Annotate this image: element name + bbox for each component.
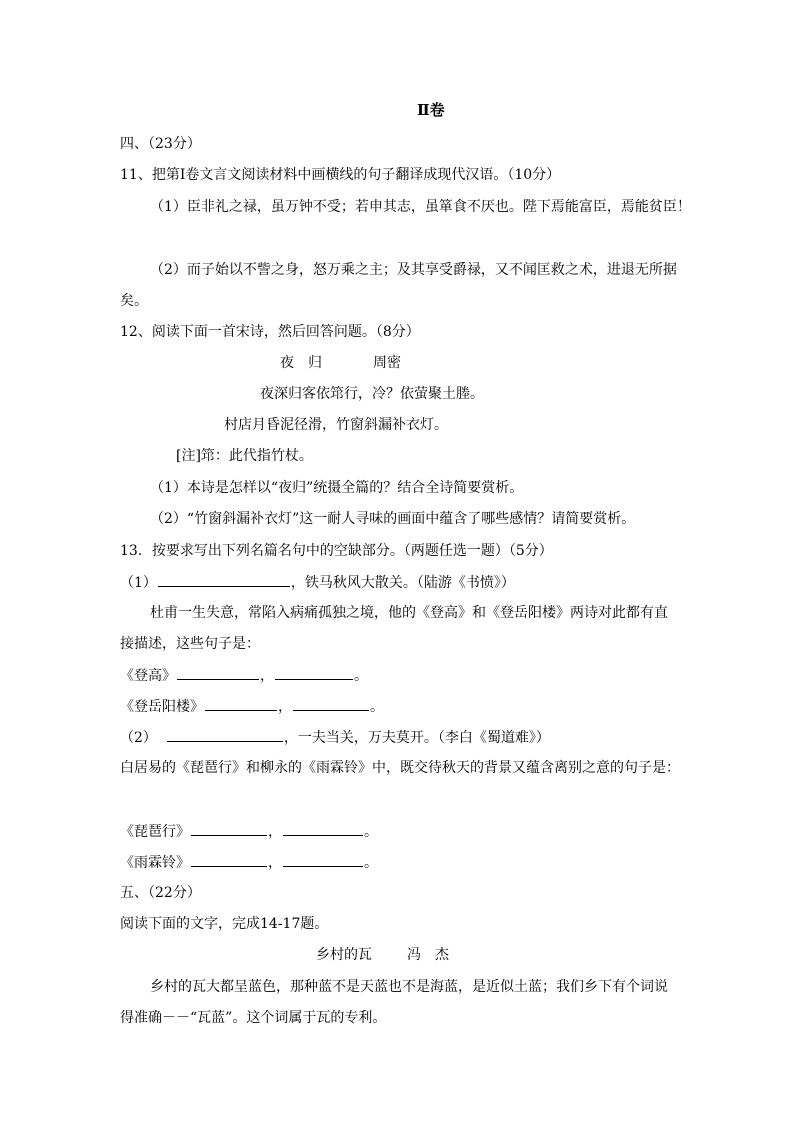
- q11-sentence-2-line2: 矣。: [120, 293, 148, 309]
- answer-blank[interactable]: [205, 696, 277, 711]
- dengao-label: 《登高》: [120, 668, 176, 684]
- q13-b-desc: 白居易的《琵琶行》和柳永的《雨霖铃》中，既交待秋天的背景又蕴含离别之意的句子是：: [120, 760, 680, 776]
- answer-blank[interactable]: [191, 821, 267, 836]
- answer-blank[interactable]: [283, 821, 363, 836]
- article-para-line1: 乡村的瓦大都呈蓝色，那种蓝不是天蓝也不是海蓝，是近似土蓝；我们乡下有个词说: [150, 979, 668, 995]
- answer-blank[interactable]: [283, 852, 363, 867]
- answer-blank[interactable]: [177, 665, 259, 680]
- dengyueyanglou-label: 《登岳阳楼》: [120, 699, 204, 715]
- q13-b-line: [120, 727, 550, 748]
- article-para-line2: 得准确－－“瓦蓝”。这个词属于瓦的专利。: [120, 1010, 387, 1026]
- q13-a-tail: ，铁马秋风大散关。（陆游《书愤》）: [290, 575, 515, 591]
- period: 。: [354, 668, 368, 684]
- period: 。: [364, 855, 378, 871]
- pipaxing-label: 《琵琶行》: [120, 824, 190, 840]
- comma: ，: [268, 855, 282, 871]
- poem-line-2: 村店月昏泥径滑，竹窗斜漏补衣灯。: [224, 417, 448, 433]
- comma: ，: [260, 668, 274, 684]
- answer-blank[interactable]: [293, 696, 369, 711]
- comma: ，: [268, 824, 282, 840]
- part5-prompt: 阅读下面的文字，完成14-17题。: [120, 916, 329, 932]
- period: 。: [370, 699, 384, 715]
- answer-blank[interactable]: [158, 572, 290, 587]
- comma: ，: [278, 699, 292, 715]
- part5-header: 五、（22分）: [120, 885, 201, 901]
- q13-b-number: （2）: [120, 730, 157, 746]
- section-title: Ⅱ卷: [417, 101, 445, 119]
- q13-a-line: [120, 572, 515, 593]
- q13-a-number: （1）: [120, 575, 157, 591]
- q13-dengyueyanglou-line: [120, 696, 384, 717]
- q12-sub-2: （2）“竹窗斜漏补衣灯”这一耐人寻味的画面中蕴含了哪些感情？请简要赏析。: [150, 511, 636, 527]
- part4-header: 四、（23分）: [120, 136, 201, 152]
- q13-yulinling-line: [120, 852, 378, 873]
- answer-blank[interactable]: [167, 727, 283, 742]
- poem-line-1: 夜深归客依筇行，冷？依萤聚土塍。: [260, 386, 484, 402]
- q11-prompt: 11、把第Ⅰ卷文言文阅读材料中画横线的句子翻译成现代汉语。（10分）: [120, 167, 561, 183]
- q13-dengao-line: [120, 665, 368, 686]
- article-title: 乡村的瓦: [316, 947, 372, 963]
- answer-blank[interactable]: [275, 665, 353, 680]
- q11-sentence-2-line1: （2）而子始以不訾之身，怒万乘之主；及其享受爵禄，又不闻匡救之术，进退无所据: [150, 262, 677, 278]
- answer-blank[interactable]: [191, 852, 267, 867]
- q13-b-tail: ，一夫当关，万夫莫开。（李白《蜀道难》）: [283, 730, 550, 746]
- poem-title: 夜 归: [280, 355, 322, 371]
- period: 。: [364, 824, 378, 840]
- q12-prompt: 12、阅读下面一首宋诗，然后回答问题。（8分）: [120, 324, 420, 340]
- q13-a-desc-line1: 杜甫一生失意，常陷入病痛孤独之境，他的《登高》和《登岳阳楼》两诗对此都有直: [150, 605, 668, 621]
- q13-prompt: 13．按要求写出下列名篇名句中的空缺部分。（两题任选一题）（5分）: [120, 543, 553, 559]
- q12-sub-1: （1）本诗是怎样以“夜归”统摄全篇的？结合全诗简要赏析。: [150, 480, 524, 496]
- article-author: 冯 杰: [407, 947, 449, 963]
- yulinling-label: 《雨霖铃》: [120, 855, 190, 871]
- poem-author: 周密: [373, 355, 401, 371]
- q11-sentence-1: （1）臣非礼之禄，虽万钟不受；若申其志，虽箪食不厌也。陛下焉能富臣，焉能贫臣！: [150, 199, 691, 215]
- q13-pipaxing-line: [120, 821, 378, 842]
- poem-note: [注]筇：此代指竹杖。: [176, 448, 313, 464]
- q13-a-desc-line2: 接描述，这些句子是：: [120, 636, 260, 652]
